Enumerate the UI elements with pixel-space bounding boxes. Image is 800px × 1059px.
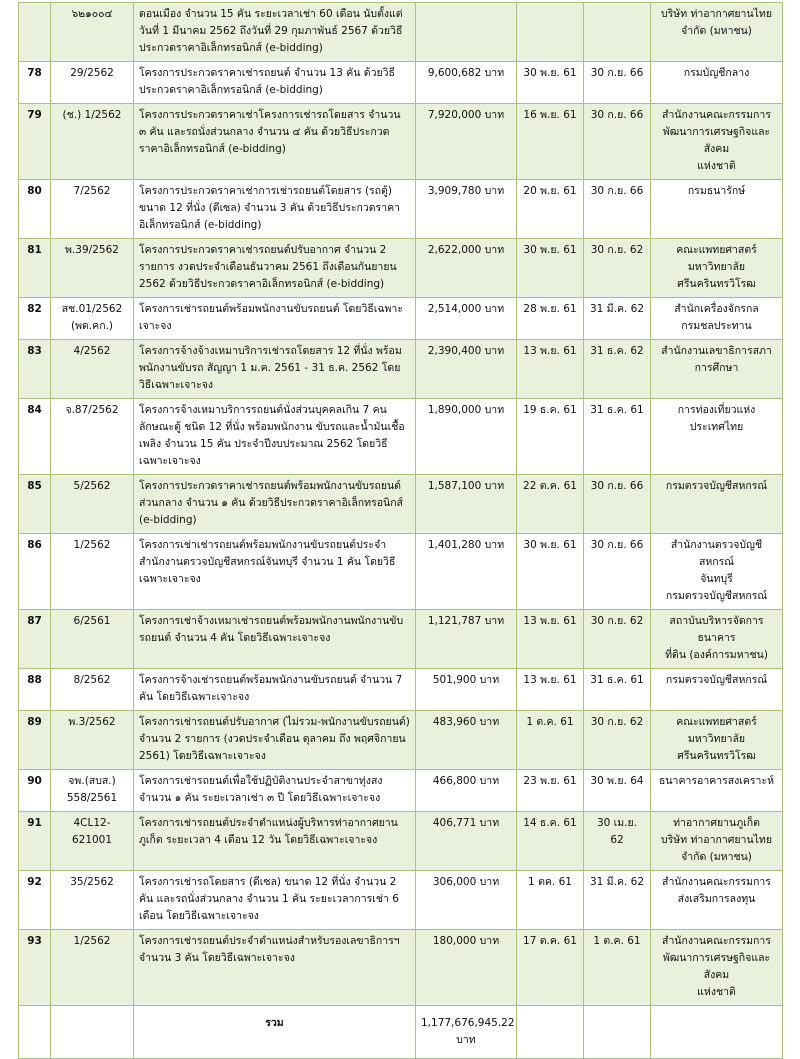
contract-ref-text: 35/2562 [70, 876, 114, 888]
start-date-text: 22 ต.ค. 61 [523, 480, 577, 492]
table-row [19, 770, 783, 812]
contract-amount-text: 483,960 บาท [432, 716, 500, 728]
agency-name [651, 239, 783, 298]
end-date-text: 31 มี.ค. 62 [589, 303, 645, 315]
agency-name [651, 62, 783, 104]
table-row [19, 812, 783, 871]
agency-name-text: สำนักงานคณะกรรมการ [662, 935, 771, 947]
start-date-text: 20 พ.ย. 61 [523, 185, 577, 197]
end-date-text: 30 ก.ย. 66 [590, 539, 644, 551]
agency-name-subtext: ที่ดิน (องค์การมหาชน) [665, 649, 768, 661]
project-desc [134, 62, 416, 104]
end-date [584, 340, 651, 399]
contract-ref [51, 180, 134, 239]
project-desc [134, 534, 416, 610]
project-desc [134, 180, 416, 239]
row-number-text: 83 [27, 345, 42, 357]
contract-ref-subtext: 621001 [71, 834, 113, 846]
project-desc-text: โครงการประกวดราคาเช่ารถยนต์ปรับอากาศ จำนวน 2 รายการ งวดประจำเดือนธันวาคม 2561 ถึงเดือนกันยายน 2562 ด้วยวิธีประกวดราคาอิเล็กทรอนิกส์ (e-bidding) [139, 244, 397, 290]
row-number-text: 93 [27, 935, 42, 947]
project-desc-text: โครงการจ้างเหมาบริการรถยนต์นั่งส่วนบุคคลเกิน 7 คน ลักษณะตู้ ชนิด 12 ที่นั่ง พร้อมพนักงาน ขับรถและน้ำมันเชื้อเพลิง จำนวน 15 คัน ประจำปีงบประมาณ 2562 โดยวิธีเฉพาะเจาะจง [139, 404, 405, 467]
agency-name-subtext: มหาวิทยาลัยศรีนครินทรวิโรฒ [677, 733, 756, 762]
project-desc-text: โครงการประกวดราคาเช่ารถยนต์พร้อมพนักงานขับรถยนต์ส่วนกลาง จำนวน ๑ คัน ด้วยวิธีประกวดราคาอิเล็กทรอนิกส์ (e-bidding) [139, 480, 403, 526]
project-desc-text: โครงการจ้างจ้างเหมาบริการเช่ารถโดยสาร 12 ที่นั่ง พร้อมพนักงานขับรถ สัญญา 1 ม.ค. 2561 - 31 ธ.ค. 2562 โดยวิธีเฉพาะเจาะจง [139, 345, 402, 391]
row-number [19, 711, 51, 770]
row-number-text: 89 [27, 716, 42, 728]
contract-ref-subtext: (พด.คก.) [71, 320, 113, 332]
agency-name [651, 930, 783, 1006]
agency-name [651, 298, 783, 340]
project-desc-text: โครงการจ้างเช่ารถยนต์พร้อมพนักงานขับรถยนต์ จำนวน 7 คัน โดยวิธีเฉพาะเจาะจง [139, 674, 403, 703]
total-start-cell [517, 1006, 584, 1059]
agency-name-subtext: จันทบุรี [700, 573, 733, 585]
contract-ref [51, 399, 134, 475]
row-number-text: 80 [27, 185, 42, 197]
contract-ref-text: 4/2562 [73, 345, 111, 357]
agency-name-subtext-2: แห่งชาติ [697, 160, 736, 172]
agency-name-text: บริษัท ท่าอากาศยานไทย [660, 8, 772, 20]
contract-ref-text: พ.39/2562 [65, 244, 119, 256]
start-date [517, 610, 584, 669]
contract-amount [416, 239, 517, 298]
row-number [19, 104, 51, 180]
contract-ref-text: 6/2561 [73, 615, 111, 627]
row-number-text: 92 [27, 876, 42, 888]
project-desc [134, 711, 416, 770]
end-date [584, 930, 651, 1006]
contract-ref-text: 1/2562 [73, 935, 111, 947]
end-date-text: 30 เม.ย. 62 [596, 817, 638, 846]
contract-ref-subtext: 558/2561 [66, 792, 118, 804]
row-number [19, 62, 51, 104]
start-date [517, 475, 584, 534]
start-date [517, 711, 584, 770]
total-amount-unit: บาท [456, 1034, 476, 1046]
start-date [517, 104, 584, 180]
row-number-text: 78 [27, 67, 42, 79]
project-desc [134, 239, 416, 298]
end-date [584, 669, 651, 711]
start-date-text: 13 พ.ย. 61 [523, 345, 577, 357]
row-number [19, 534, 51, 610]
contract-ref-text: 4CL12- [73, 817, 111, 829]
row-number-text: 82 [27, 303, 42, 315]
project-desc-text: โครงการเช่ารถยนต์ปรับอากาศ (ไม่รวม-พนักงานขับรถยนต์) จำนวน 2 รายการ (งวดประจำเดือน ตุลาคม ถึง พฤศจิกายน 2561) โดยวิธีเฉพาะเจาะจง [139, 716, 410, 762]
row-number-text: 91 [27, 817, 42, 829]
end-date [584, 239, 651, 298]
contract-amount-text: 501,900 บาท [432, 674, 500, 686]
contract-amount-text: 3,909,780 บาท [427, 185, 505, 197]
project-desc-text: โครงการเช่ารถยนต์พร้อมพนักงานขับรถยนต์ โดยวิธีเฉพาะเจาะจง [139, 303, 403, 332]
contract-amount-text: 180,000 บาท [432, 935, 500, 947]
agency-name [651, 711, 783, 770]
contract-amount-text: 1,401,280 บาท [427, 539, 505, 551]
contract-amount-text: 466,800 บาท [432, 775, 500, 787]
contract-ref [51, 534, 134, 610]
end-date [584, 812, 651, 871]
project-desc-text: โครงการเช่ารถยนต์เพื่อใช้ปฏิบัติงานประจำสาขาทุ่งสง จำนวน ๑ คัน ระยะเวลาเช่า ๓ ปี โดยวิธีเฉพาะเจาะจง [139, 775, 383, 804]
total-amount-value: 1,177,676,945.22 [421, 1017, 515, 1029]
contract-ref [51, 610, 134, 669]
row-number-text: 79 [27, 109, 42, 121]
contract-ref-text: จ.87/2562 [65, 404, 119, 416]
start-date [517, 871, 584, 930]
row-number [19, 610, 51, 669]
end-date [584, 770, 651, 812]
agency-name-text: ท่าอากาศยานภูเก็ต [673, 817, 760, 829]
agency-name [651, 534, 783, 610]
agency-name [651, 180, 783, 239]
row-number [19, 930, 51, 1006]
row-number-text: 88 [27, 674, 42, 686]
contract-amount [416, 930, 517, 1006]
contract-ref-text: ๖๒๑๐๐๔ [71, 8, 113, 20]
project-desc-text: โครงการเช่ารถยนต์ประจำตำแหน่งผู้บริหารท่าอากาศยานภูเก็ต ระยะเวลา 4 เดือน 12 วัน โดยวิธีเฉพาะเจาะจง [139, 817, 398, 846]
project-desc-text: ดอนเมือง จำนวน 15 คัน ระยะเวลาเช่า 60 เดือน นับตั้งแต่วันที่ 1 มีนาคม 2562 ถึงวันที่ 29 กุมภาพันธ์ 2567 ด้วยวิธีประกวดราคาอิเล็กทรอนิกส์ (e-bidding) [139, 8, 403, 54]
project-desc-text: โครงการประกวดราคาเช่าการเช่ารถยนต์โดยสาร (รถตู้) ขนาด 12 ที่นั่ง (ดีเซล) จำนวน 3 คัน ด้วยวิธีประกวดราคาอิเล็กทรอนิกส์ (e-bidding) [139, 185, 401, 231]
agency-name-subtext-2: กรมตรวจบัญชีสหกรณ์ [665, 590, 768, 602]
project-desc [134, 340, 416, 399]
end-date-text: 31 ธ.ค. 62 [590, 345, 644, 357]
agency-name [651, 104, 783, 180]
project-desc [134, 871, 416, 930]
table-row [19, 930, 783, 1006]
end-date-text: 30 ก.ย. 62 [590, 615, 644, 627]
row-number [19, 298, 51, 340]
contract-amount [416, 534, 517, 610]
project-desc [134, 812, 416, 871]
contract-amount [416, 104, 517, 180]
agency-name-subtext: พัฒนาการเศรษฐกิจและสังคม [662, 952, 771, 981]
procurement-table [18, 2, 783, 1059]
total-label: รวม [134, 1006, 416, 1059]
end-date-text: 30 ก.ย. 66 [590, 109, 644, 121]
end-date [584, 610, 651, 669]
start-date-text: 23 พ.ย. 61 [523, 775, 577, 787]
contract-ref [51, 711, 134, 770]
table-row [19, 534, 783, 610]
table-row [19, 610, 783, 669]
contract-amount-text: 1,121,787 บาท [427, 615, 505, 627]
agency-name-text: สถาบันบริหารจัดการธนาคาร [669, 615, 764, 644]
agency-name-subtext: จำกัด (มหาชน) [681, 25, 752, 37]
end-date-text: 30 ก.ย. 62 [590, 716, 644, 728]
agency-name [651, 871, 783, 930]
start-date [517, 930, 584, 1006]
start-date-text: 16 พ.ย. 61 [523, 109, 577, 121]
project-desc [134, 104, 416, 180]
agency-name [651, 3, 783, 62]
contract-ref-text: สช.01/2562 [61, 303, 123, 315]
end-date-text: 31 ธ.ค. 61 [590, 404, 644, 416]
end-date [584, 3, 651, 62]
contract-ref [51, 812, 134, 871]
contract-amount-text: 2,390,400 บาท [427, 345, 505, 357]
contract-amount [416, 610, 517, 669]
row-number [19, 180, 51, 239]
table-row [19, 62, 783, 104]
table-row [19, 711, 783, 770]
end-date-text: 30 ก.ย. 62 [590, 244, 644, 256]
contract-ref [51, 871, 134, 930]
agency-name [651, 812, 783, 871]
end-date [584, 298, 651, 340]
row-number [19, 239, 51, 298]
table-row [19, 340, 783, 399]
table-body [19, 3, 783, 1059]
project-desc [134, 475, 416, 534]
agency-name-text: สำนักงานคณะกรรมการ [662, 876, 771, 888]
end-date-text: 30 พ.ย. 64 [590, 775, 644, 787]
start-date-text: 30 พ.ย. 61 [523, 67, 577, 79]
end-date-text: 30 ก.ย. 66 [590, 185, 644, 197]
row-number [19, 812, 51, 871]
end-date-text: 31 ธ.ค. 61 [590, 674, 644, 686]
agency-name-text: ธนาคารอาคารสงเคราะห์ [658, 775, 775, 787]
end-date [584, 534, 651, 610]
start-date [517, 239, 584, 298]
contract-amount-text: 1,890,000 บาท [427, 404, 505, 416]
project-desc-text: โครงการเช่ารถโดยสาร (ดีเซล) ขนาด 12 ที่นั่ง จำนวน 2 คัน และรถนั่งส่วนกลาง จำนวน 1 คัน ระยะเวลาการเช่า 6 เดือน โดยวิธีเฉพาะเจาะจง [139, 876, 399, 922]
start-date [517, 770, 584, 812]
row-number-text: 86 [27, 539, 42, 551]
contract-ref [51, 340, 134, 399]
total-ref-cell [51, 1006, 134, 1059]
contract-amount [416, 871, 517, 930]
table-row [19, 3, 783, 62]
contract-ref [51, 104, 134, 180]
table-row [19, 104, 783, 180]
total-agency-cell [651, 1006, 783, 1059]
contract-ref-text: (ช.) 1/2562 [62, 109, 122, 121]
start-date-text: 14 ธ.ค. 61 [523, 817, 577, 829]
end-date-text: 30 ก.ย. 66 [590, 67, 644, 79]
table-row [19, 475, 783, 534]
contract-amount [416, 3, 517, 62]
contract-ref [51, 770, 134, 812]
agency-name-subtext: กรมชลประทาน [681, 320, 752, 332]
contract-amount [416, 475, 517, 534]
table-row [19, 669, 783, 711]
end-date [584, 104, 651, 180]
row-number-text: 87 [27, 615, 42, 627]
agency-name-subtext: บริษัท ท่าอากาศยานไทย [660, 834, 772, 846]
total-end-cell [584, 1006, 651, 1059]
end-date [584, 475, 651, 534]
table-row [19, 180, 783, 239]
start-date [517, 399, 584, 475]
start-date-text: 19 ธ.ค. 61 [523, 404, 577, 416]
start-date [517, 812, 584, 871]
contract-ref [51, 298, 134, 340]
agency-name [651, 340, 783, 399]
contract-amount-text: 1,587,100 บาท [427, 480, 505, 492]
agency-name-text: การท่องเที่ยวแห่งประเทศไทย [677, 404, 756, 433]
contract-amount-text: 2,622,000 บาท [427, 244, 505, 256]
agency-name-text: กรมธนารักษ์ [687, 185, 746, 197]
agency-name-text: กรมตรวจบัญชีสหกรณ์ [665, 674, 768, 686]
project-desc [134, 610, 416, 669]
contract-amount-text: 406,771 บาท [432, 817, 500, 829]
row-number [19, 340, 51, 399]
start-date-text: 1 ต.ค. 61 [526, 716, 574, 728]
contract-amount [416, 669, 517, 711]
table-row [19, 399, 783, 475]
agency-name-text: สำนักเครื่องจักรกล [674, 303, 759, 315]
agency-name [651, 669, 783, 711]
contract-ref [51, 475, 134, 534]
agency-name [651, 475, 783, 534]
project-desc-text: โครงการประกวดราคาเช่ารถยนต์ จำนวน 13 คัน ด้วยวิธีประกวดราคาอิเล็กทรอนิกส์ (e-bidding) [139, 67, 395, 96]
contract-amount [416, 298, 517, 340]
end-date [584, 711, 651, 770]
contract-ref-text: จพ.(สบส.) [68, 775, 116, 787]
row-number [19, 399, 51, 475]
end-date-text: 31 มี.ค. 62 [589, 876, 645, 888]
contract-ref-text: 29/2562 [70, 67, 114, 79]
start-date [517, 340, 584, 399]
end-date-text: 1 ต.ค. 61 [593, 935, 641, 947]
start-date [517, 3, 584, 62]
start-date [517, 62, 584, 104]
total-no-cell [19, 1006, 51, 1059]
start-date-text: 17 ต.ค. 61 [523, 935, 577, 947]
row-number-text: 81 [27, 244, 42, 256]
agency-name-text: สำนักงานเลขาธิการสภา [661, 345, 772, 357]
start-date-text: 13 พ.ย. 61 [523, 615, 577, 627]
contract-ref [51, 62, 134, 104]
row-number-text: 85 [27, 480, 42, 492]
project-desc [134, 3, 416, 62]
contract-ref [51, 3, 134, 62]
row-number [19, 669, 51, 711]
end-date [584, 62, 651, 104]
row-number-text: 84 [27, 404, 42, 416]
agency-name-subtext-2: จำกัด (มหาชน) [681, 851, 752, 863]
start-date [517, 298, 584, 340]
start-date [517, 180, 584, 239]
agency-name-text: สำนักงานตรวจบัญชีสหกรณ์ [670, 539, 763, 568]
row-number [19, 871, 51, 930]
end-date-text: 30 ก.ย. 66 [590, 480, 644, 492]
contract-ref-text: พ.3/2562 [68, 716, 116, 728]
project-desc [134, 669, 416, 711]
contract-ref [51, 239, 134, 298]
agency-name-subtext: ส่งเสริมการลงทุน [677, 893, 756, 905]
contract-amount [416, 180, 517, 239]
contract-ref-text: 7/2562 [73, 185, 111, 197]
project-desc-text: โครงการเช่ารถยนต์ประจำตำแหน่งสำหรับรองเลขาธิการฯ จำนวน 3 คัน โดยวิธีเฉพาะเจาะจง [139, 935, 400, 964]
contract-amount [416, 62, 517, 104]
contract-amount [416, 340, 517, 399]
project-desc-text: โครงการเช่าเช่ารถยนต์พร้อมพนักงานขับรถยนต์ประจำสำนักงานตรวจบัญชีสหกรณ์จันทบุรี จำนวน 1 คัน โดยวิธีเฉพาะเจาะจง [139, 539, 396, 585]
contract-ref-text: 5/2562 [73, 480, 111, 492]
agency-name [651, 399, 783, 475]
agency-name-text: กรมตรวจบัญชีสหกรณ์ [665, 480, 768, 492]
start-date-text: 1 ตค. 61 [528, 876, 572, 888]
project-desc [134, 930, 416, 1006]
agency-name-subtext: พัฒนาการเศรษฐกิจและสังคม [662, 126, 771, 155]
end-date [584, 180, 651, 239]
contract-ref [51, 669, 134, 711]
table-row [19, 239, 783, 298]
row-number [19, 3, 51, 62]
end-date [584, 399, 651, 475]
project-desc [134, 399, 416, 475]
contract-ref [51, 930, 134, 1006]
contract-amount [416, 812, 517, 871]
start-date-text: 13 พ.ย. 61 [523, 674, 577, 686]
start-date [517, 669, 584, 711]
agency-name-text: คณะแพทยศาสตร์ [676, 244, 757, 256]
agency-name-text: คณะแพทยศาสตร์ [676, 716, 757, 728]
contract-amount [416, 770, 517, 812]
start-date-text: 30 พ.ย. 61 [523, 244, 577, 256]
agency-name-text: กรมบัญชีกลาง [683, 67, 750, 79]
contract-amount [416, 711, 517, 770]
table-row [19, 871, 783, 930]
end-date [584, 871, 651, 930]
table-row [19, 298, 783, 340]
project-desc-text: โครงการเช่าจ้างเหมาเช่ารถยนต์พร้อมพนักงานพนักงานขับรถยนต์ จำนวน 4 คัน โดยวิธีเฉพาะเจาะจง [139, 615, 404, 644]
start-date-text: 28 พ.ย. 61 [523, 303, 577, 315]
project-desc-text: โครงการประกวดราคาเช่าโครงการเช่ารถโดยสาร จำนวน ๓ คัน และรถนั่งส่วนกลาง จำนวน ๔ คัน ด้วยวิธีประกวดราคาอิเล็กทรอนิกส์ (e-bidding) [139, 109, 401, 155]
project-desc [134, 298, 416, 340]
start-date-text: 30 พ.ย. 61 [523, 539, 577, 551]
table-total-row [19, 1006, 783, 1059]
total-amount [416, 1006, 517, 1059]
row-number-text: 90 [27, 775, 42, 787]
row-number [19, 770, 51, 812]
contract-ref-text: 1/2562 [73, 539, 111, 551]
agency-name-subtext-2: แห่งชาติ [697, 986, 736, 998]
agency-name [651, 770, 783, 812]
agency-name-subtext: มหาวิทยาลัยศรีนครินทรวิโรฒ [677, 261, 756, 290]
agency-name-subtext: การศึกษา [694, 362, 739, 374]
contract-amount-text: 306,000 บาท [432, 876, 500, 888]
row-number [19, 475, 51, 534]
agency-name-text: สำนักงานคณะกรรมการ [662, 109, 771, 121]
contract-amount [416, 399, 517, 475]
start-date [517, 534, 584, 610]
contract-amount-text: 7,920,000 บาท [427, 109, 505, 121]
contract-amount-text: 2,514,000 บาท [427, 303, 505, 315]
contract-ref-text: 8/2562 [73, 674, 111, 686]
agency-name [651, 610, 783, 669]
contract-amount-text: 9,600,682 บาท [427, 67, 505, 79]
project-desc [134, 770, 416, 812]
